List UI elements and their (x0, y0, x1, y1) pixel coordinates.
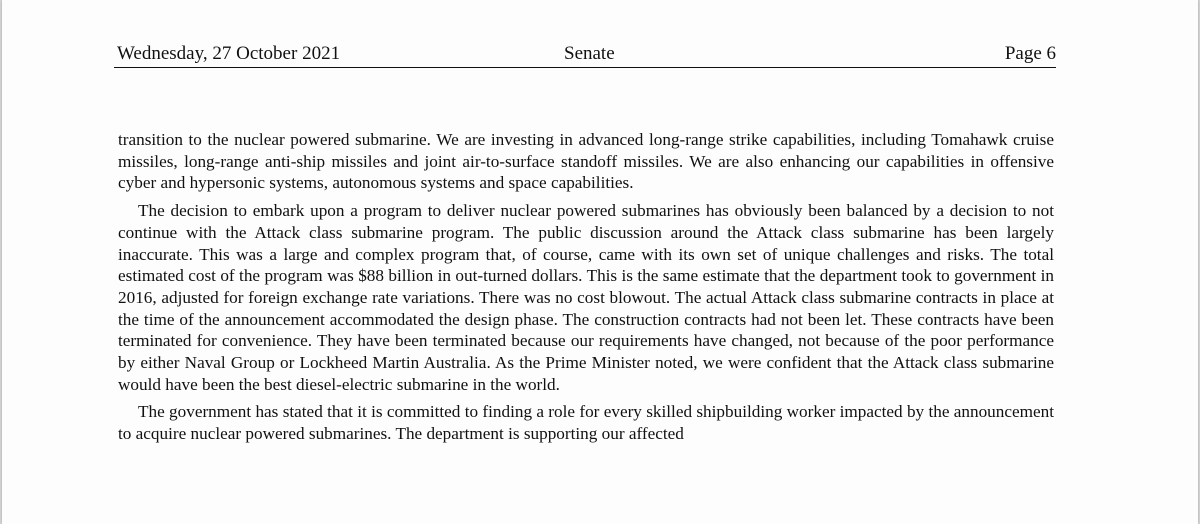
page-header (114, 41, 1056, 68)
document-page (2, 0, 1198, 524)
paragraph-continued: transition to the nuclear powered submarine. We are investing in advanced long-range strike capabilities, including Tomahawk cruise missiles, long-range anti-ship missiles and joint air-to-surface standoff missiles. We are also enhancing our capabilities in offensive cyber and hypersonic systems, autonomous systems and space capabilities. (118, 130, 1054, 193)
header-chamber: Senate (564, 43, 615, 64)
paragraph-shipbuilding-workers: The government has stated that it is committed to finding a role for every skilled shipbuilding worker impacted by the announcement to acquire nuclear powered submarines. The department is supporting our affected (118, 402, 1054, 444)
header-page-number: Page 6 (1004, 43, 1056, 64)
paragraph-attack-class: The decision to embark upon a program to deliver nuclear powered submarines has obviously been balanced by a decision to not continue with the Attack class submarine program. The public discussion around the Attack class submarine has been largely inaccurate. This was a large and complex program that, of course, came with its own set of unique challenges and risks. The total estimated cost of the program was $88 billion in out-turned dollars. This is the same estimate that the department took to government in 2016, adjusted for foreign exchange rate variations. There was no cost blowout. The actual Attack class submarine contracts in place at the time of the announcement accommodated the design phase. The construction contracts had not been let. These contracts have been terminated for convenience. They have been terminated because our requirements have changed, not because of the poor performance by either Naval Group or Lockheed Martin Australia. As the Prime Minister noted, we were confident that the Attack class submarine would have been the best diesel-electric submarine in the world. (118, 201, 1054, 394)
document-body (118, 129, 1054, 451)
header-date: Wednesday, 27 October 2021 (117, 43, 341, 64)
